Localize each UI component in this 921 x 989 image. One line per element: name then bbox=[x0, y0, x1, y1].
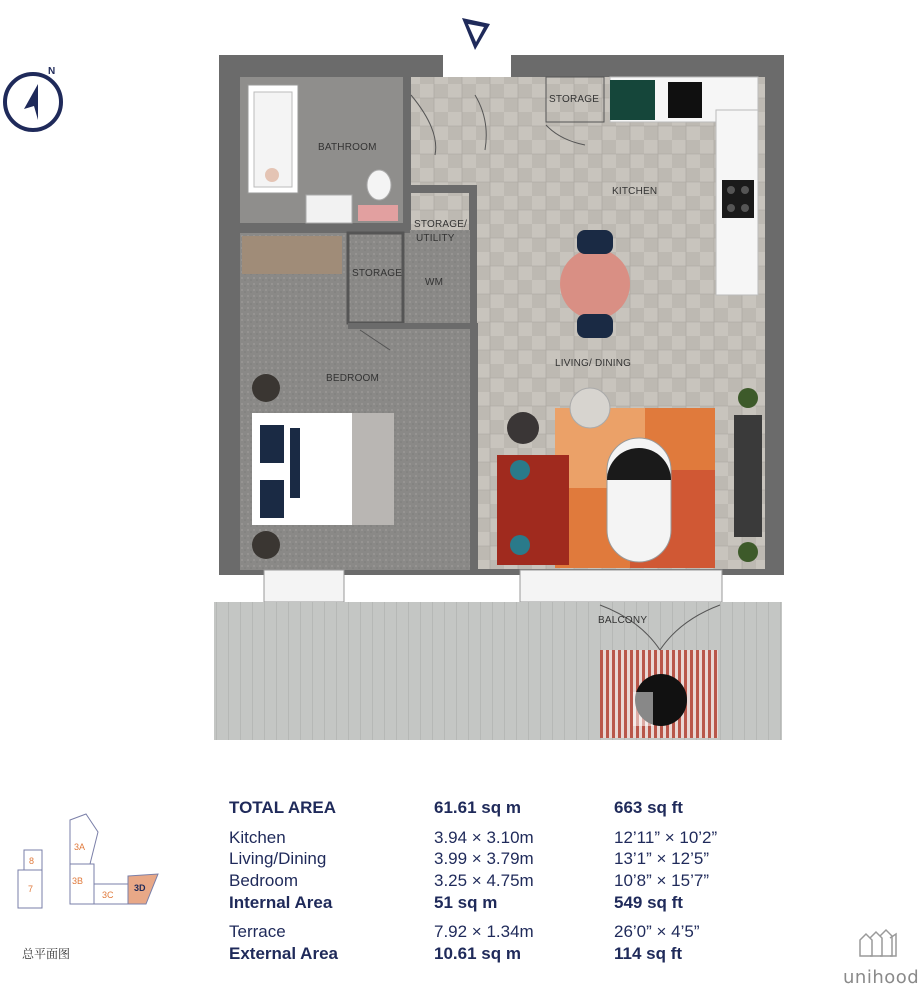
room-imperial: 12’11” × 10’2” bbox=[614, 828, 718, 847]
sink bbox=[306, 195, 352, 223]
room-imperial: 13’1” × 12’5” bbox=[614, 849, 709, 868]
block-3a: 3A bbox=[74, 842, 86, 852]
toilet bbox=[367, 170, 391, 200]
total-area-metric: 61.61 sq m bbox=[434, 798, 521, 817]
total-area-label: TOTAL AREA bbox=[229, 798, 337, 817]
external-area-imperial: 114 sq ft bbox=[614, 944, 683, 963]
internal-area-label: Internal Area bbox=[229, 893, 333, 912]
compass-icon bbox=[2, 64, 68, 134]
sofa bbox=[497, 455, 569, 565]
label-bedroom: BEDROOM bbox=[326, 373, 380, 384]
block-8: 8 bbox=[29, 856, 35, 866]
logo-text: unihood bbox=[843, 967, 920, 988]
label-living-dining: LIVING/ DINING bbox=[555, 358, 632, 369]
room-metric: 3.99 × 3.79m bbox=[434, 849, 534, 868]
external-area-metric: 10.61 sq m bbox=[434, 944, 521, 963]
internal-area-imperial: 549 sq ft bbox=[614, 893, 683, 912]
label-bathroom: BATHROOM bbox=[318, 142, 377, 153]
tv-unit bbox=[734, 415, 762, 537]
hob bbox=[722, 180, 754, 218]
wardrobe bbox=[242, 236, 342, 274]
block-3c: 3C bbox=[102, 890, 114, 900]
block-7: 7 bbox=[28, 884, 34, 894]
terrace-label: Terrace bbox=[229, 922, 286, 941]
internal-area-metric: 51 sq m bbox=[434, 893, 498, 912]
unihood-logo-icon bbox=[856, 926, 900, 962]
total-area-imperial: 663 sq ft bbox=[614, 798, 683, 817]
label-wm: WM bbox=[425, 277, 444, 288]
key-plan bbox=[14, 812, 164, 912]
block-3b: 3B bbox=[72, 876, 84, 886]
external-area-label: External Area bbox=[229, 944, 338, 963]
label-balcony: BALCONY bbox=[598, 615, 648, 626]
terrace-imperial: 26’0” × 4’5” bbox=[614, 922, 700, 941]
room-metric: 3.25 × 4.75m bbox=[434, 871, 534, 890]
room-label: Bedroom bbox=[229, 871, 298, 890]
room-label: Living/Dining bbox=[229, 849, 327, 868]
room-label: Kitchen bbox=[229, 828, 286, 847]
unihood-logo bbox=[843, 926, 920, 988]
block-3d: 3D bbox=[134, 883, 146, 893]
key-plan-label: 总平面图 bbox=[22, 947, 71, 961]
label-storage-top: STORAGE bbox=[549, 94, 600, 105]
compass-n-label: N bbox=[48, 66, 56, 77]
label-kitchen: KITCHEN bbox=[612, 186, 658, 197]
label-storage-utility-2: UTILITY bbox=[416, 233, 455, 244]
room-imperial: 10’8” × 15’7” bbox=[614, 871, 709, 890]
label-storage-utility-1: STORAGE/ bbox=[414, 219, 468, 230]
label-storage-mid: STORAGE bbox=[352, 268, 403, 279]
room-metric: 3.94 × 3.10m bbox=[434, 828, 534, 847]
terrace-metric: 7.92 × 1.34m bbox=[434, 922, 534, 941]
dining-table bbox=[560, 249, 630, 319]
